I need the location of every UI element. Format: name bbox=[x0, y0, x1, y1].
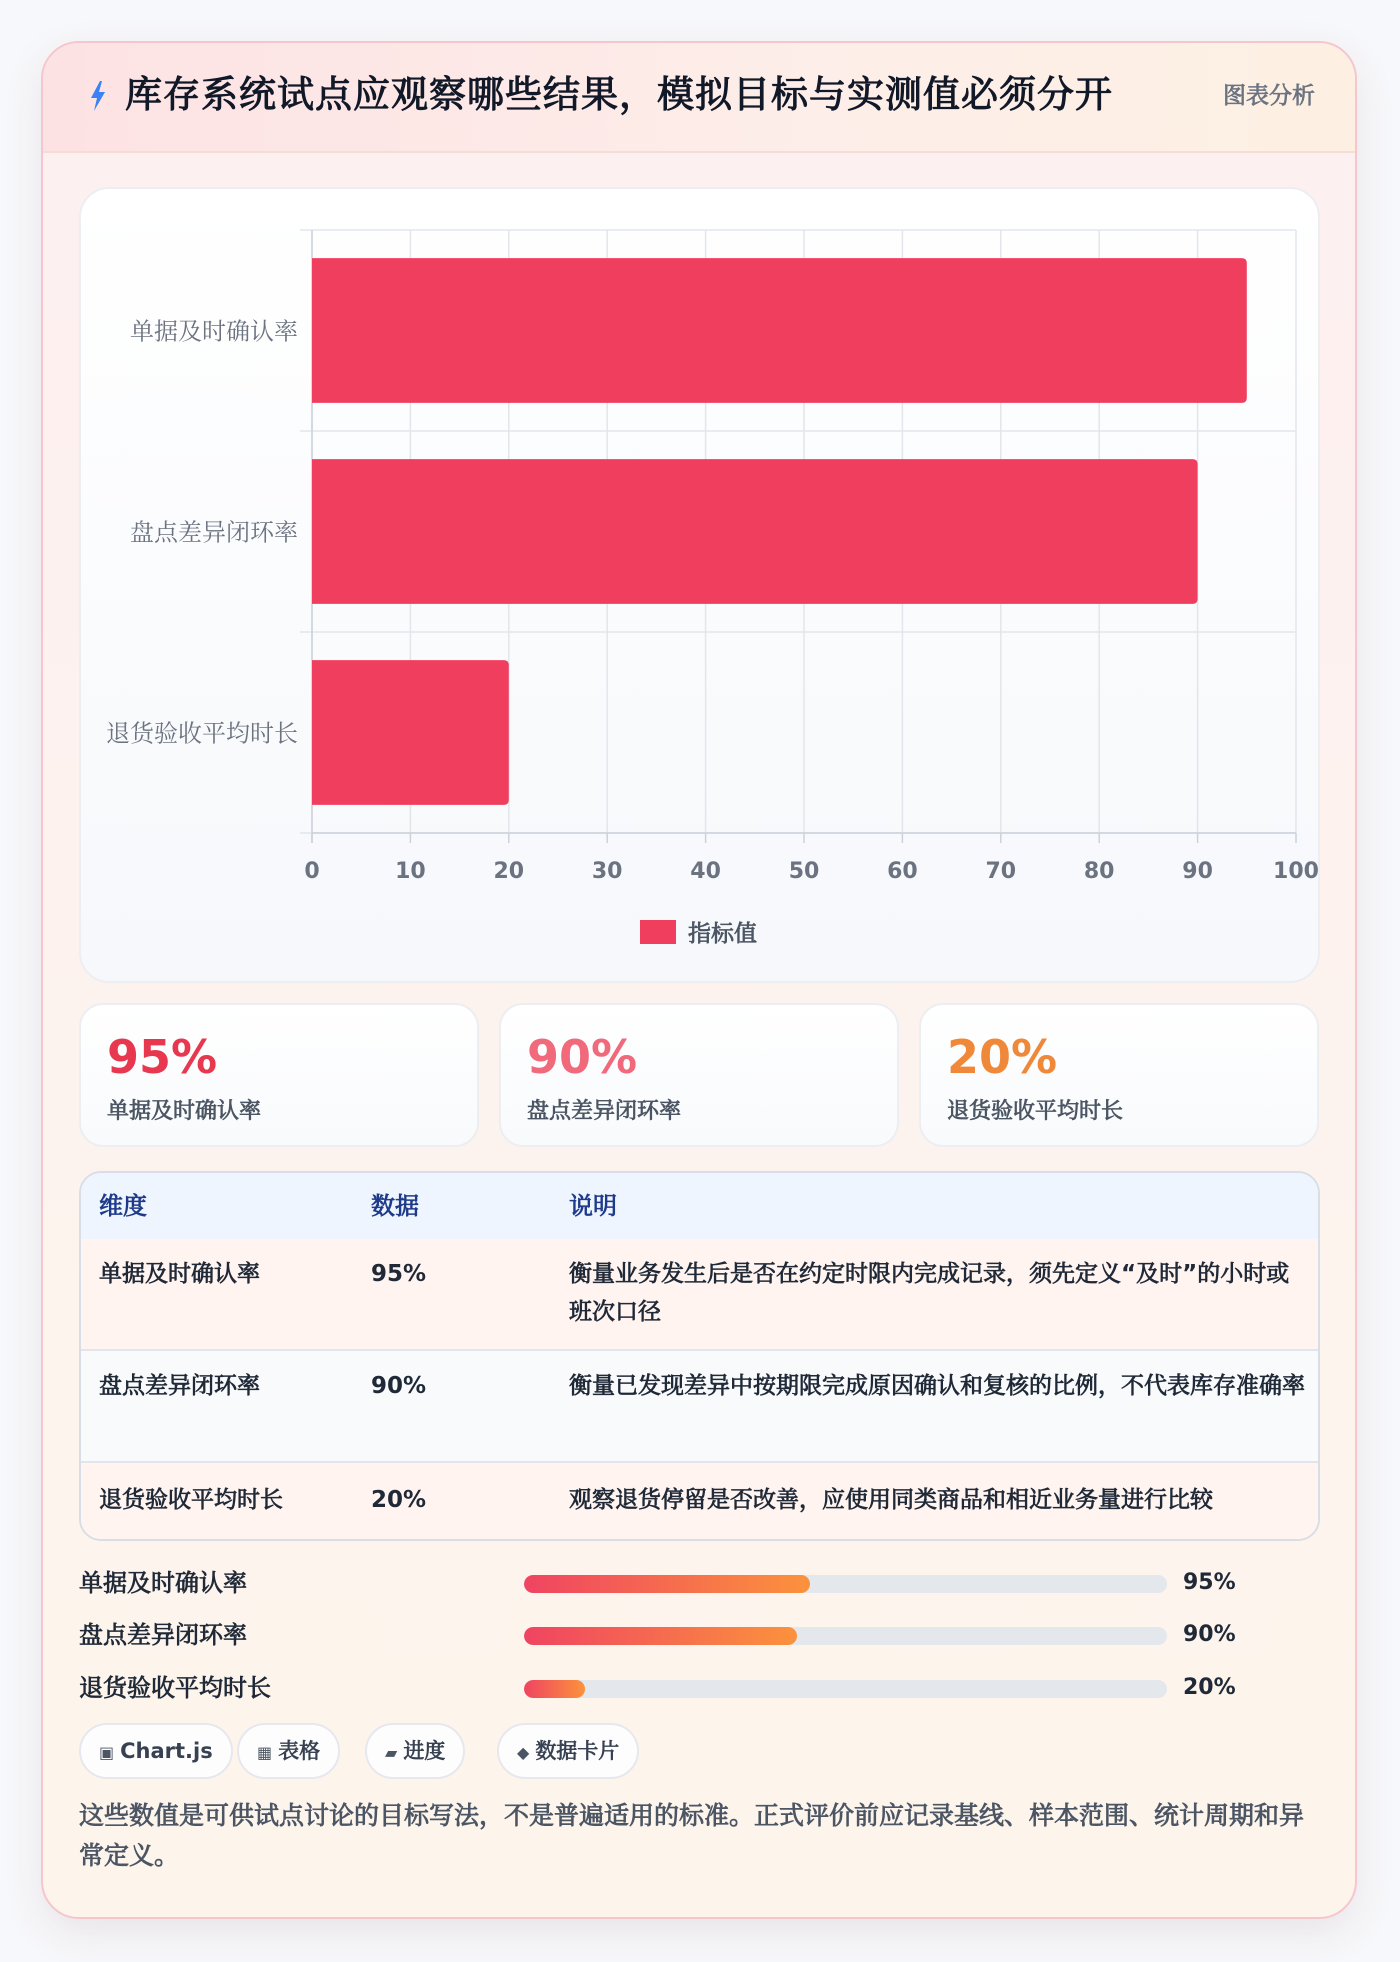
column-header: 说明 bbox=[569, 1192, 617, 1220]
kpi-card bbox=[79, 1003, 479, 1147]
section-tag: 图表分析 bbox=[1223, 83, 1315, 109]
progress-fill bbox=[524, 1575, 810, 1593]
progress-value: 95% bbox=[1183, 1570, 1236, 1595]
progress-value: 20% bbox=[1183, 1675, 1236, 1700]
table-icon: ▦ bbox=[257, 1743, 273, 1762]
table-cell: 90% bbox=[371, 1373, 427, 1399]
chart-panel bbox=[79, 187, 1320, 983]
chip-label: 数据卡片 bbox=[535, 1739, 620, 1763]
chip-progress[interactable] bbox=[365, 1723, 465, 1779]
kpi-value: 90% bbox=[527, 1030, 638, 1084]
lightning-icon bbox=[85, 79, 111, 113]
x-tick-label: 70 bbox=[985, 859, 1017, 884]
x-tick-label: 80 bbox=[1083, 859, 1115, 884]
kpi-card bbox=[919, 1003, 1319, 1147]
table-row bbox=[81, 1239, 1318, 1351]
legend-label: 指标值 bbox=[688, 921, 757, 947]
y-tick-label: 单据及时确认率 bbox=[130, 317, 298, 346]
bar bbox=[312, 258, 1247, 403]
bar bbox=[312, 459, 1198, 604]
table-cell: 单据及时确认率 bbox=[99, 1261, 260, 1287]
chip-label: Chart.js bbox=[120, 1739, 213, 1763]
page-title: 库存系统试点应观察哪些结果，模拟目标与实测值必须分开 bbox=[125, 73, 1113, 116]
table-cell: 盘点差异闭环率 bbox=[99, 1373, 260, 1399]
chip-label: 表格 bbox=[278, 1739, 321, 1763]
table-cell: 20% bbox=[371, 1487, 427, 1513]
progress-track bbox=[524, 1680, 1167, 1698]
chip-table[interactable] bbox=[237, 1723, 340, 1779]
progress-row bbox=[79, 1563, 1320, 1603]
tech-chips bbox=[79, 1723, 1320, 1783]
x-tick-label: 30 bbox=[591, 859, 623, 884]
table-row bbox=[81, 1351, 1318, 1463]
kpi-label: 退货验收平均时长 bbox=[947, 1099, 1124, 1124]
x-tick-label: 60 bbox=[887, 859, 918, 884]
table-cell: 退货验收平均时长 bbox=[99, 1487, 283, 1513]
progress-label: 盘点差异闭环率 bbox=[79, 1621, 247, 1649]
kpi-card bbox=[499, 1003, 899, 1147]
header bbox=[43, 43, 1355, 153]
progress-label: 单据及时确认率 bbox=[79, 1569, 247, 1597]
progress-value: 90% bbox=[1183, 1622, 1236, 1647]
chip-label: 进度 bbox=[403, 1739, 446, 1763]
x-tick-label: 100 bbox=[1273, 859, 1319, 884]
y-tick-label: 退货验收平均时长 bbox=[106, 719, 298, 748]
kpi-value: 20% bbox=[947, 1030, 1058, 1084]
x-tick-label: 20 bbox=[493, 859, 525, 884]
bar-chart bbox=[81, 189, 1322, 985]
bar bbox=[312, 660, 509, 805]
kpi-label: 盘点差异闭环率 bbox=[527, 1099, 682, 1124]
progress-fill bbox=[524, 1627, 797, 1645]
progress-list bbox=[79, 1563, 1320, 1733]
footnote: 这些数值是可供试点讨论的目标写法，不是普遍适用的标准。正式评价前应记录基线、样本范围、统计周期和异常定义。 bbox=[79, 1801, 1305, 1870]
table-cell: 衡量业务发生后是否在约定时限内完成记录，须先定义“及时”的小时或班次口径 bbox=[569, 1261, 1290, 1325]
chart-icon: ▣ bbox=[99, 1743, 115, 1762]
table-header bbox=[81, 1173, 1318, 1241]
table-row bbox=[81, 1463, 1318, 1541]
x-tick-label: 90 bbox=[1182, 859, 1213, 884]
report-card bbox=[41, 41, 1357, 1919]
data-table bbox=[79, 1171, 1320, 1541]
column-header: 数据 bbox=[371, 1192, 419, 1220]
table-cell: 95% bbox=[371, 1261, 427, 1287]
x-tick-label: 50 bbox=[788, 859, 820, 884]
table-cell: 衡量已发现差异中按期限完成原因确认和复核的比例，不代表库存准确率 bbox=[569, 1373, 1305, 1399]
table-cell: 观察退货停留是否改善，应使用同类商品和相近业务量进行比较 bbox=[569, 1487, 1213, 1513]
progress-label: 退货验收平均时长 bbox=[79, 1674, 271, 1702]
kpi-cards bbox=[79, 1003, 1320, 1147]
x-tick-label: 0 bbox=[304, 859, 320, 884]
progress-row bbox=[79, 1615, 1320, 1655]
chip-chartjs[interactable] bbox=[79, 1723, 233, 1779]
progress-icon: ▰ bbox=[385, 1743, 398, 1762]
progress-track bbox=[524, 1575, 1167, 1593]
card-icon: ◆ bbox=[517, 1743, 530, 1762]
progress-fill bbox=[524, 1680, 585, 1698]
x-tick-label: 40 bbox=[690, 859, 721, 884]
kpi-label: 单据及时确认率 bbox=[107, 1099, 262, 1124]
progress-row bbox=[79, 1668, 1320, 1708]
legend-swatch bbox=[640, 920, 676, 944]
chip-data-cards[interactable] bbox=[497, 1723, 639, 1779]
y-tick-label: 盘点差异闭环率 bbox=[130, 518, 298, 547]
progress-track bbox=[524, 1627, 1167, 1645]
x-tick-label: 10 bbox=[395, 859, 426, 884]
kpi-value: 95% bbox=[107, 1030, 218, 1084]
column-header: 维度 bbox=[99, 1192, 147, 1220]
